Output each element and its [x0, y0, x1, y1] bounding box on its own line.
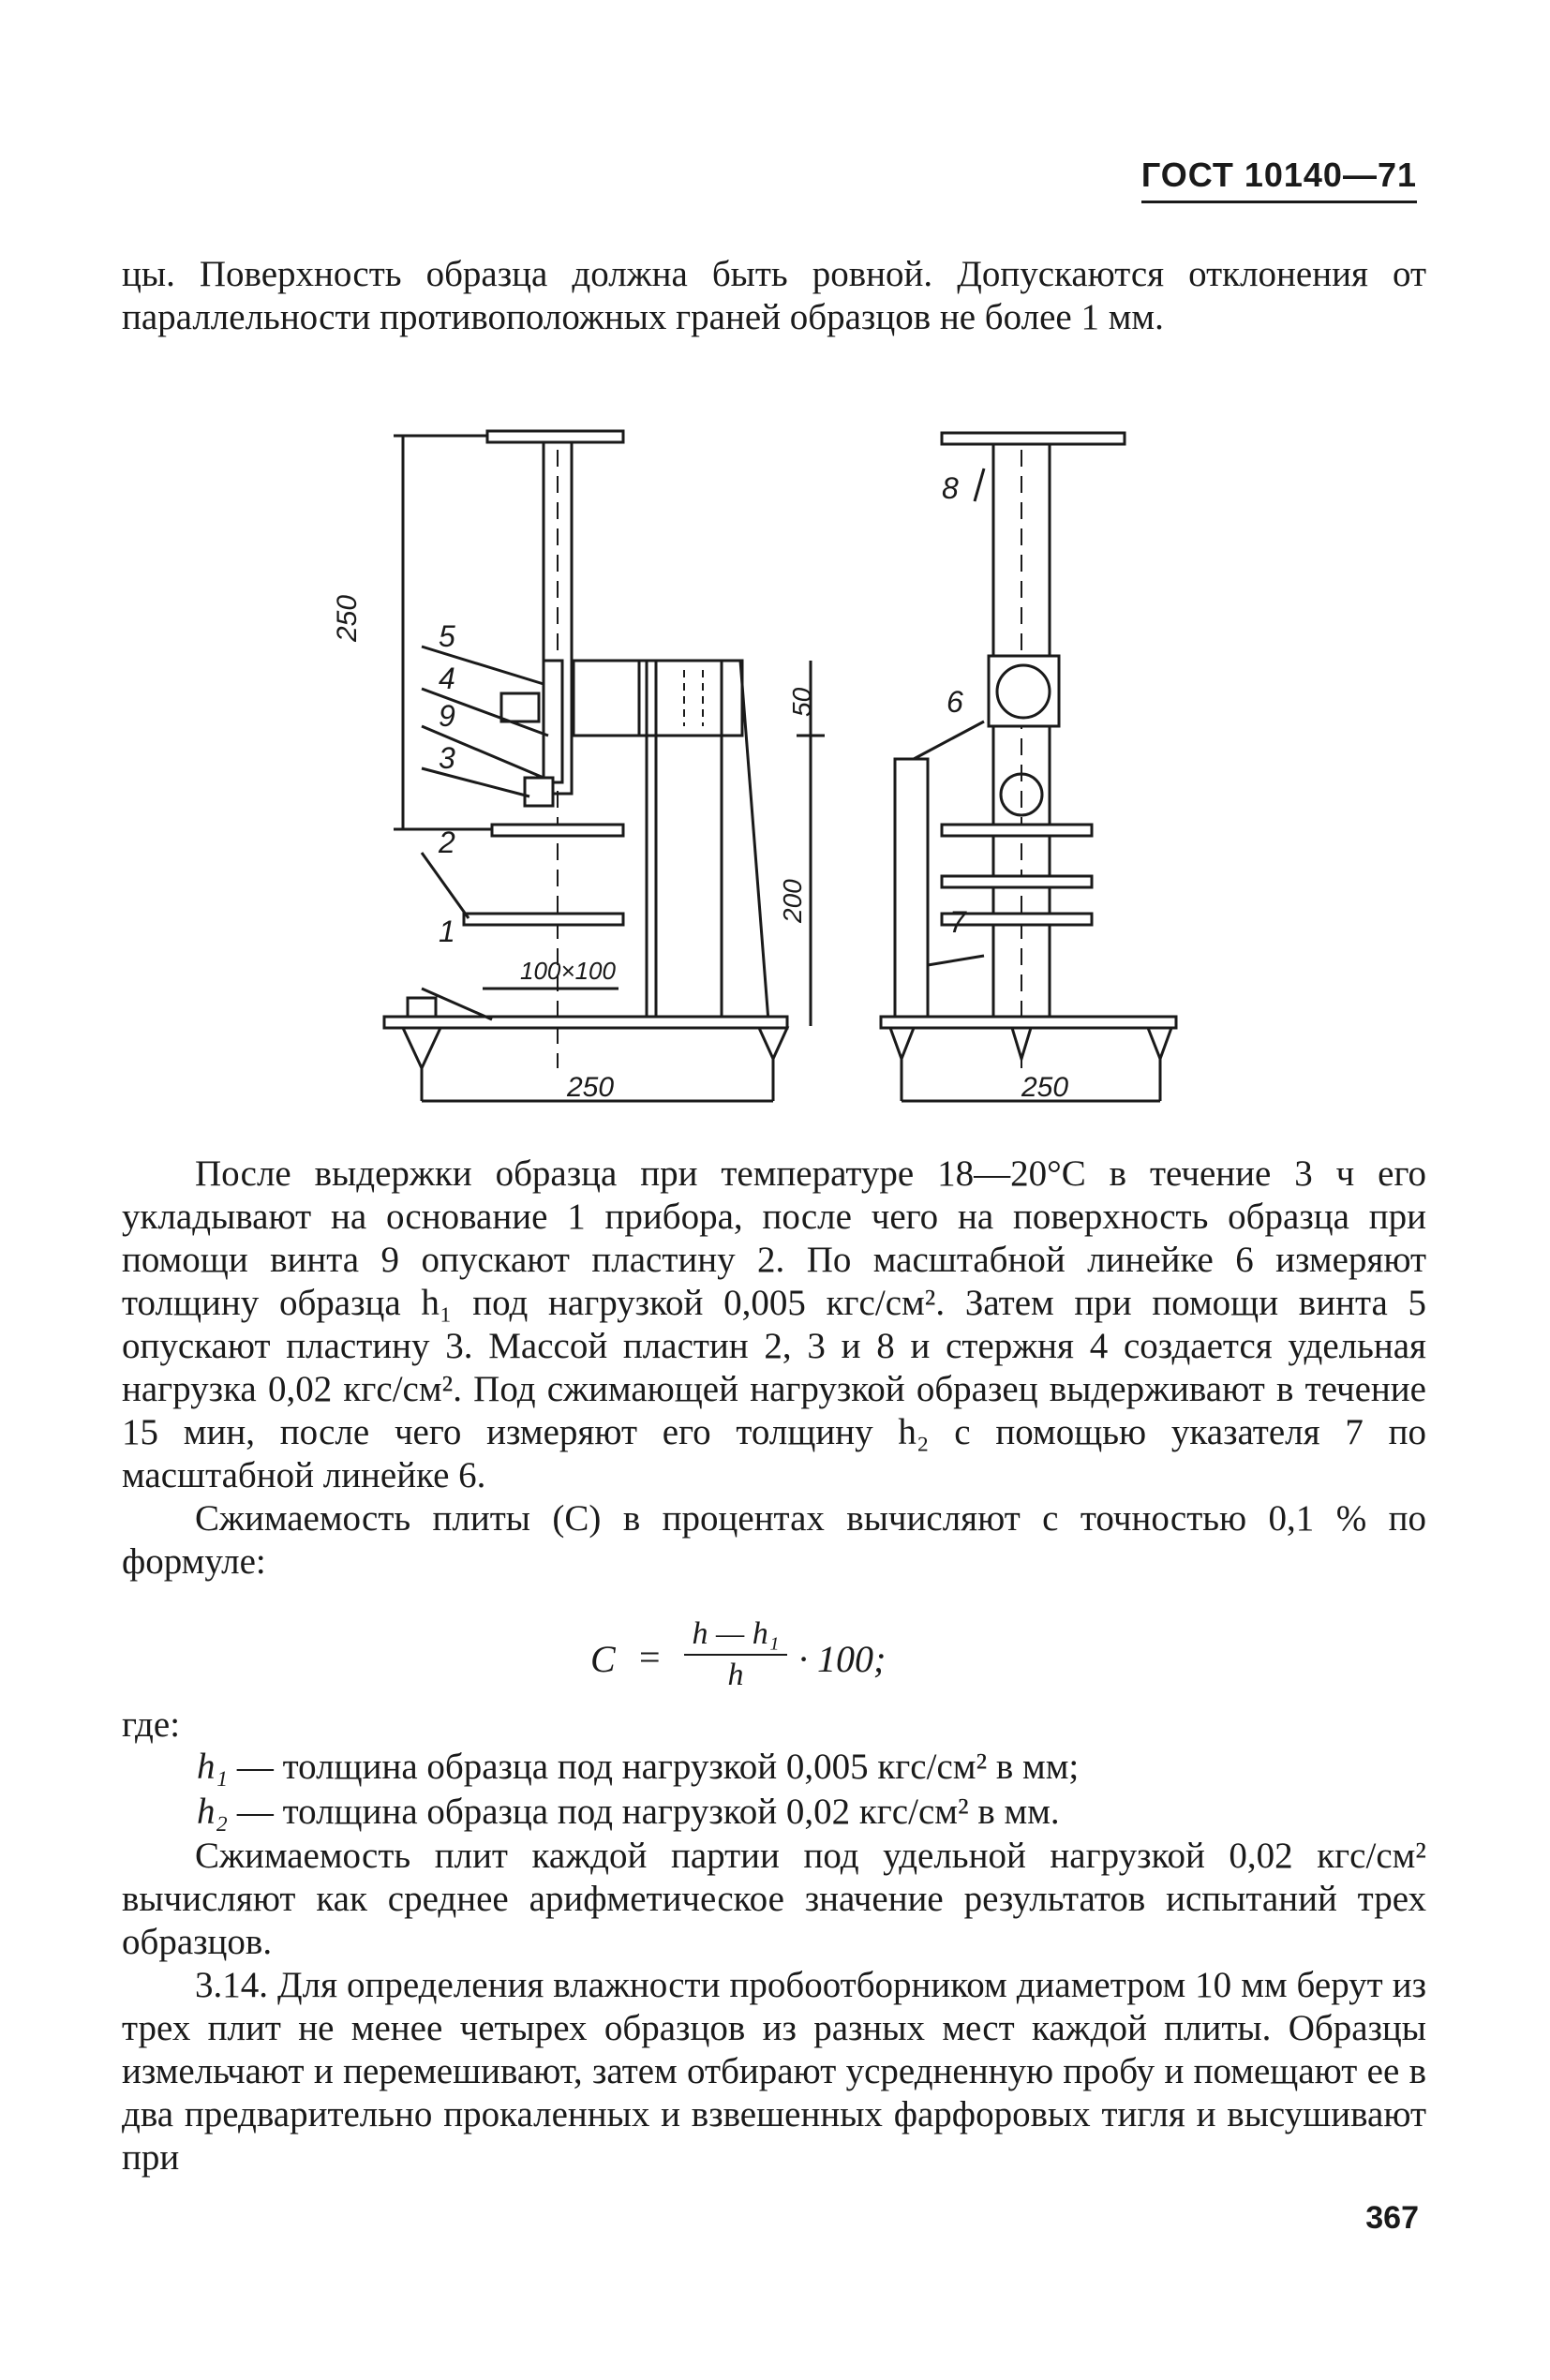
base-1 [384, 1017, 787, 1028]
definition-text: — толщина образца под нагрузкой 0,02 кгс/см² в мм. [236, 1792, 1060, 1832]
label-6: 6 [946, 685, 963, 719]
label-9: 9 [439, 699, 455, 733]
label-4: 4 [439, 662, 455, 695]
dim-label-250-vertical: 250 [332, 594, 363, 642]
definitions-list [197, 1745, 1079, 1835]
paragraph-3: Сжимаемость плит каждой партии под удельной нагрузкой 0,02 кгс/см² вычисляют как среднее арифметическое значение результатов испытаний трех образцов. [122, 1836, 1426, 1962]
fraction-bar [684, 1654, 787, 1656]
dim-label-250-base-left: 250 [567, 1072, 615, 1103]
definition-symbol: h₁ [197, 1747, 229, 1787]
scale-ruler-6 [895, 759, 928, 1021]
formula-equals: = [639, 1636, 661, 1678]
dim-label-50: 50 [787, 687, 816, 717]
label-1: 1 [439, 915, 455, 948]
body-block-1 [122, 1153, 1426, 1584]
paragraph-2: Сжимаемость плиты (С) в процентах вычисляют с точностью 0,1 % по формуле: [122, 1498, 1426, 1582]
formula-numerator: h — h₁ [692, 1616, 780, 1651]
label-3: 3 [439, 741, 455, 775]
dim-label-100x100: 100×100 [520, 957, 616, 985]
definition-symbol: h₂ [197, 1792, 229, 1832]
intro-paragraph [122, 253, 1426, 339]
formula-fraction [684, 1616, 787, 1693]
definition-h2 [197, 1790, 1079, 1835]
label-7: 7 [949, 905, 966, 939]
paragraph-4: 3.14. Для определения влажности пробоотборником диаметром 10 мм берут из трех плит не менее четырех образцов из разных мест каждой плиты. Образцы измельчают и перемешивают, затем отбирают усредненную пробу и помещают ее в два предварительно прокаленных и взвешенных фарфоровых тигля и высушивают при [122, 1965, 1426, 2178]
formula-denominator: h [727, 1658, 744, 1692]
paragraph-1: После выдержки образца при температуре 18—20°С в течение 3 ч его укладывают на основание 1 прибора, после чего на поверхность образца при помощи винта 9 опускают пластину 2. По масштабной линейке 6 измеряют толщину образца h₁ под нагрузкой 0,005 кгс/см². Затем при помощи винта 5 опускают пластину 3. Массой пластин 2, 3 и 8 и стержня 4 создается удельная нагрузка 0,02 кгс/см². Под сжимающей нагрузкой образец выдерживают в течение 15 мин, после чего измеряют его толщину h₂ с помощью указателя 7 по масштабной линейке 6. [122, 1153, 1426, 1495]
document-header: ГОСТ 10140—71 [1141, 156, 1417, 203]
body-block-2 [122, 1835, 1426, 2179]
definition-text: — толщина образца под нагрузкой 0,005 кгс/см² в мм; [236, 1747, 1080, 1787]
top-plate [487, 431, 623, 442]
label-5: 5 [439, 619, 455, 653]
compressibility-formula [590, 1616, 984, 1701]
dim-label-200: 200 [778, 879, 807, 923]
formula-lhs: C [590, 1638, 616, 1680]
apparatus-figure [328, 412, 1265, 1106]
dim-label-250-base-right: 250 [1021, 1072, 1069, 1103]
label-8: 8 [942, 471, 959, 505]
plate-2 [464, 914, 623, 925]
intro-text: цы. Поверхность образца должна быть ровной. Допускаются отклонения от параллельности противоположных граней образцов не более 1 мм. [122, 254, 1426, 337]
where-label: где: [122, 1704, 181, 1745]
label-2: 2 [439, 826, 455, 859]
plate-3 [492, 825, 623, 836]
page-number: 367 [1365, 2200, 1419, 2236]
definition-h1 [197, 1745, 1079, 1790]
formula-rhs: · 100; [798, 1638, 887, 1680]
